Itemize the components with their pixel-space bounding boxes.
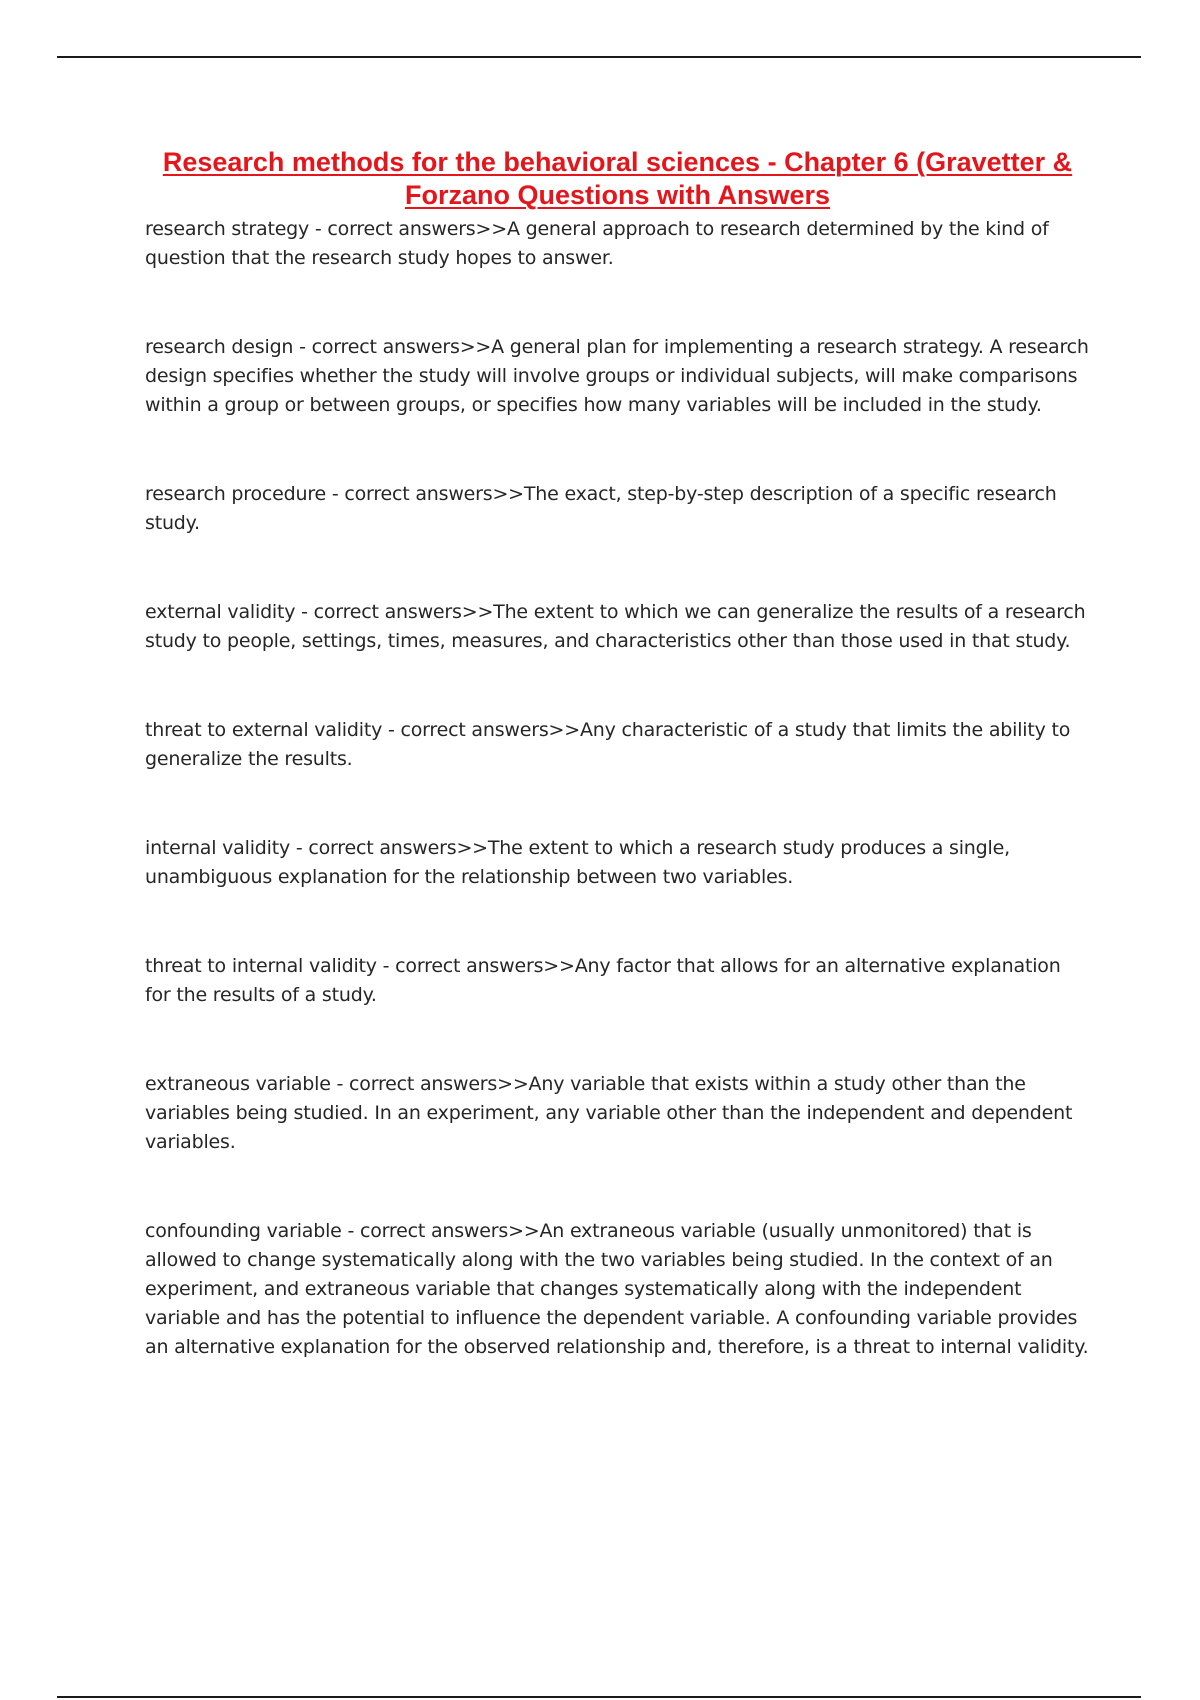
qa-entry-research-procedure: research procedure - correct answers>>The exact, step-by-step description of a specific research study. — [145, 483, 1057, 534]
document-title: Research methods for the behavioral sciences - Chapter 6 (Gravetter & Forzano Questions with Answers — [162, 147, 1073, 210]
qa-entry-threat-to-external-validity: threat to external validity - correct answers>>Any characteristic of a study that limits the ability to generalize the results. — [145, 719, 1071, 770]
qa-entry-internal-validity: internal validity - correct answers>>The extent to which a research study produces a single, unambiguous explanation for the relationship between two variables. — [145, 837, 1010, 888]
document-page — [145, 146, 1090, 1422]
footer-rule — [57, 1696, 1141, 1698]
qa-entry-extraneous-variable: extraneous variable - correct answers>>Any variable that exists within a study other than the variables being studied. In an experiment, any variable other than the independent and dependent variables. — [145, 1073, 1073, 1153]
qa-entry-research-design: research design - correct answers>>A general plan for implementing a research strategy. A research design specifies whether the study will involve groups or individual subjects, will make comparisons within a group or between groups, or specifies how many variables will be included in the study. — [145, 336, 1089, 416]
qa-entry-threat-to-internal-validity: threat to internal validity - correct answers>>Any factor that allows for an alternative explanation for the results of a study. — [145, 955, 1061, 1006]
qa-entry-confounding-variable: confounding variable - correct answers>>An extraneous variable (usually unmonitored) that is allowed to change systematically along with the two variables being studied. In the context of an experiment, and extraneous variable that changes systematically along with the independent variable and has the potential to influence the dependent variable. A confounding variable provides an alternative explanation for the observed relationship and, therefore, is a threat to internal validity. — [145, 1220, 1089, 1358]
qa-list — [145, 215, 1090, 1362]
header-rule — [57, 56, 1141, 58]
qa-entry-research-strategy: research strategy - correct answers>>A general approach to research determined by the kind of question that the research study hopes to answer. — [145, 218, 1049, 269]
qa-entry-external-validity: external validity - correct answers>>The extent to which we can generalize the results of a research study to people, settings, times, measures, and characteristics other than those used in that study. — [145, 601, 1086, 652]
